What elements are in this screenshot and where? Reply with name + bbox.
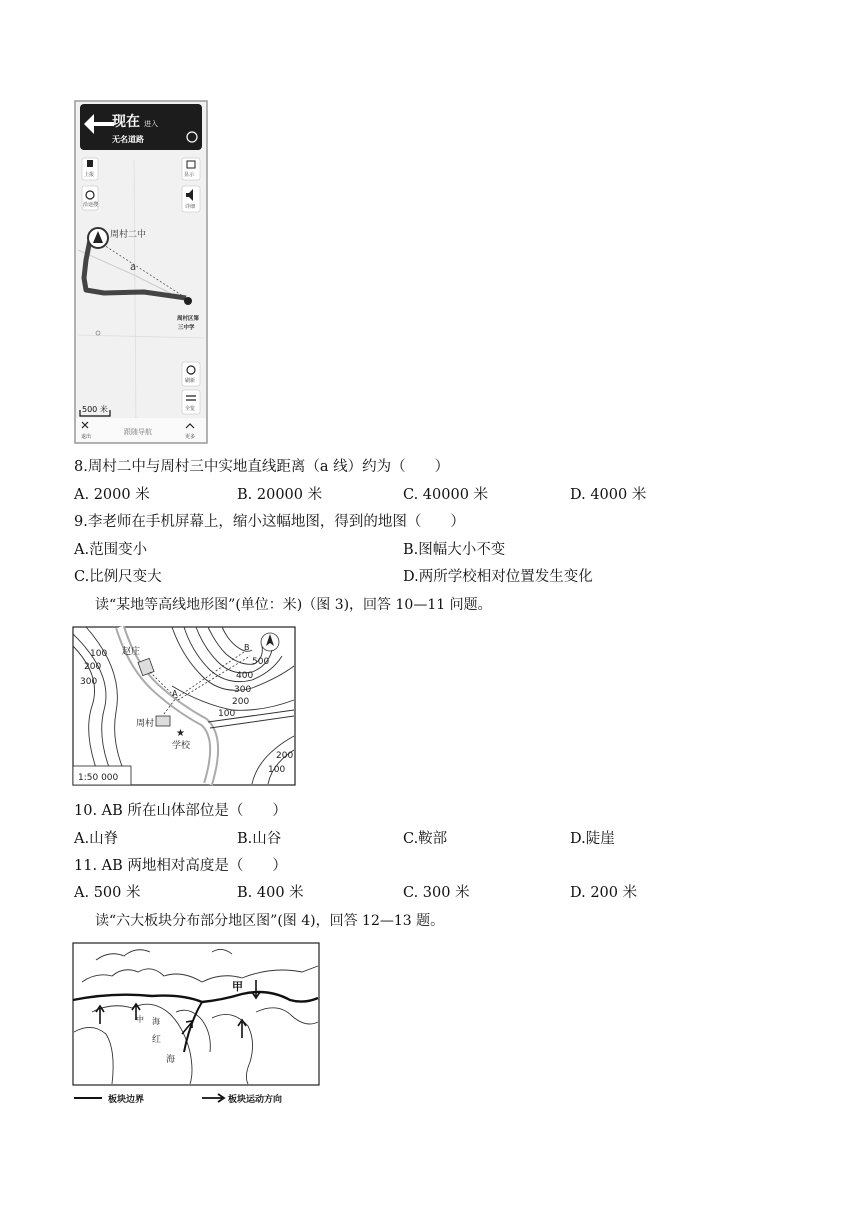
- report-icon: [87, 160, 93, 167]
- destination-icon: [184, 297, 192, 305]
- question-11-option-a[interactable]: A. 500 米: [74, 885, 141, 901]
- label-hong: 红: [152, 1035, 162, 1045]
- btn-refresh-label: 刷新: [185, 378, 196, 384]
- question-8-stem: 8.周村二中与周村三中实地直线距离（a 线）约为（ ）: [74, 459, 450, 475]
- contour-label-500: 500: [252, 657, 270, 667]
- question-11-option-c[interactable]: C. 300 米: [403, 885, 470, 901]
- question-9-stem: 9.李老师在手机屏幕上，缩小这幅地图，得到的地图（ ）: [74, 514, 465, 530]
- contour-label-300-left: 300: [80, 677, 98, 687]
- more-label: 更多: [185, 434, 196, 440]
- zhou-village-label: 周村: [136, 719, 155, 729]
- question-9-option-c[interactable]: C.比例尺变大: [74, 569, 162, 585]
- btn-search-label: 沿途搜: [83, 202, 99, 208]
- contour-label-100-right: 100: [268, 765, 286, 775]
- nav-road: 无名道路: [112, 135, 144, 144]
- question-10-option-c[interactable]: C.鞍部: [403, 831, 448, 847]
- intro-figure-4: 读“六大板块分布部分地区图”(图 4)，回答 12—13 题。: [95, 913, 445, 929]
- btn-report-label: 上报: [84, 172, 95, 178]
- legend-arrow-icon: [202, 1094, 224, 1102]
- contour-scale-label: 1:50 000: [78, 773, 119, 783]
- exit-label: 退出: [81, 434, 92, 440]
- label-hai-top: 海: [152, 1017, 160, 1026]
- question-10-option-a[interactable]: A.山脊: [74, 831, 119, 847]
- btn-sound-label: 详细: [185, 204, 196, 210]
- contour-label-200-right: 200: [276, 751, 294, 761]
- school-star-icon: ★: [176, 728, 185, 739]
- contour-label-100: 100: [218, 709, 236, 719]
- intro-figure-3: 读“某地等高线地形图”(单位：米)（图 3)，回答 10—11 问题。: [95, 597, 492, 613]
- contour-label-200: 200: [232, 697, 250, 707]
- nav-title: 现在: [112, 114, 140, 130]
- contour-label-300: 300: [234, 685, 252, 695]
- question-10-option-b[interactable]: B.山谷: [237, 831, 282, 847]
- label-jia: 甲: [232, 980, 243, 993]
- question-8-option-a[interactable]: A. 2000 米: [74, 487, 150, 503]
- question-10-option-d[interactable]: D.陡崖: [570, 831, 615, 847]
- line-a-label: a: [130, 262, 137, 273]
- phone-map-figure: [74, 100, 208, 444]
- question-10-stem: 10. AB 所在山体部位是（ ）: [74, 803, 287, 819]
- nav-enter: 进入: [144, 120, 158, 128]
- school3-label-2: 三中学: [178, 325, 195, 331]
- point-b-label: B: [244, 643, 250, 652]
- contour-label-100-left: 100: [90, 649, 108, 659]
- question-11-stem: 11. AB 两地相对高度是（ ）: [74, 858, 287, 874]
- legend-boundary-label: 板块边界: [108, 1095, 145, 1105]
- label-hai: 海: [166, 1055, 176, 1065]
- scale-label: 500 米: [82, 405, 108, 414]
- plate-map-figure: [72, 942, 322, 1108]
- question-8-option-c[interactable]: C. 40000 米: [403, 487, 489, 503]
- contour-map-figure: [72, 626, 296, 786]
- btn-overview-label: 全览: [185, 406, 196, 412]
- btn-display-label: 显示: [184, 172, 195, 178]
- follow-label: 跟随导航: [124, 428, 152, 436]
- school-label: 学校: [172, 741, 191, 751]
- question-9-option-b[interactable]: B.图幅大小不变: [403, 542, 506, 558]
- question-11-option-b[interactable]: B. 400 米: [237, 885, 304, 901]
- question-9-option-d[interactable]: D.两所学校相对位置发生变化: [403, 569, 593, 585]
- question-8-option-d[interactable]: D. 4000 米: [570, 487, 647, 503]
- school3-label-1: 周村区第: [177, 316, 200, 322]
- label-zhong: 中: [136, 1015, 144, 1024]
- school2-label: 周村二中: [110, 230, 147, 240]
- point-a-label: A: [172, 689, 178, 698]
- contour-label-400: 400: [236, 671, 254, 681]
- zhao-village-label: 赵庄: [122, 647, 141, 657]
- contour-label-200-left: 200: [84, 662, 102, 672]
- zhou-village-icon: [156, 716, 170, 726]
- legend-direction-label: 板块运动方向: [228, 1095, 283, 1105]
- question-11-option-d[interactable]: D. 200 米: [570, 885, 638, 901]
- question-8-option-b[interactable]: B. 20000 米: [237, 487, 323, 503]
- question-9-option-a[interactable]: A.范围变小: [74, 542, 148, 558]
